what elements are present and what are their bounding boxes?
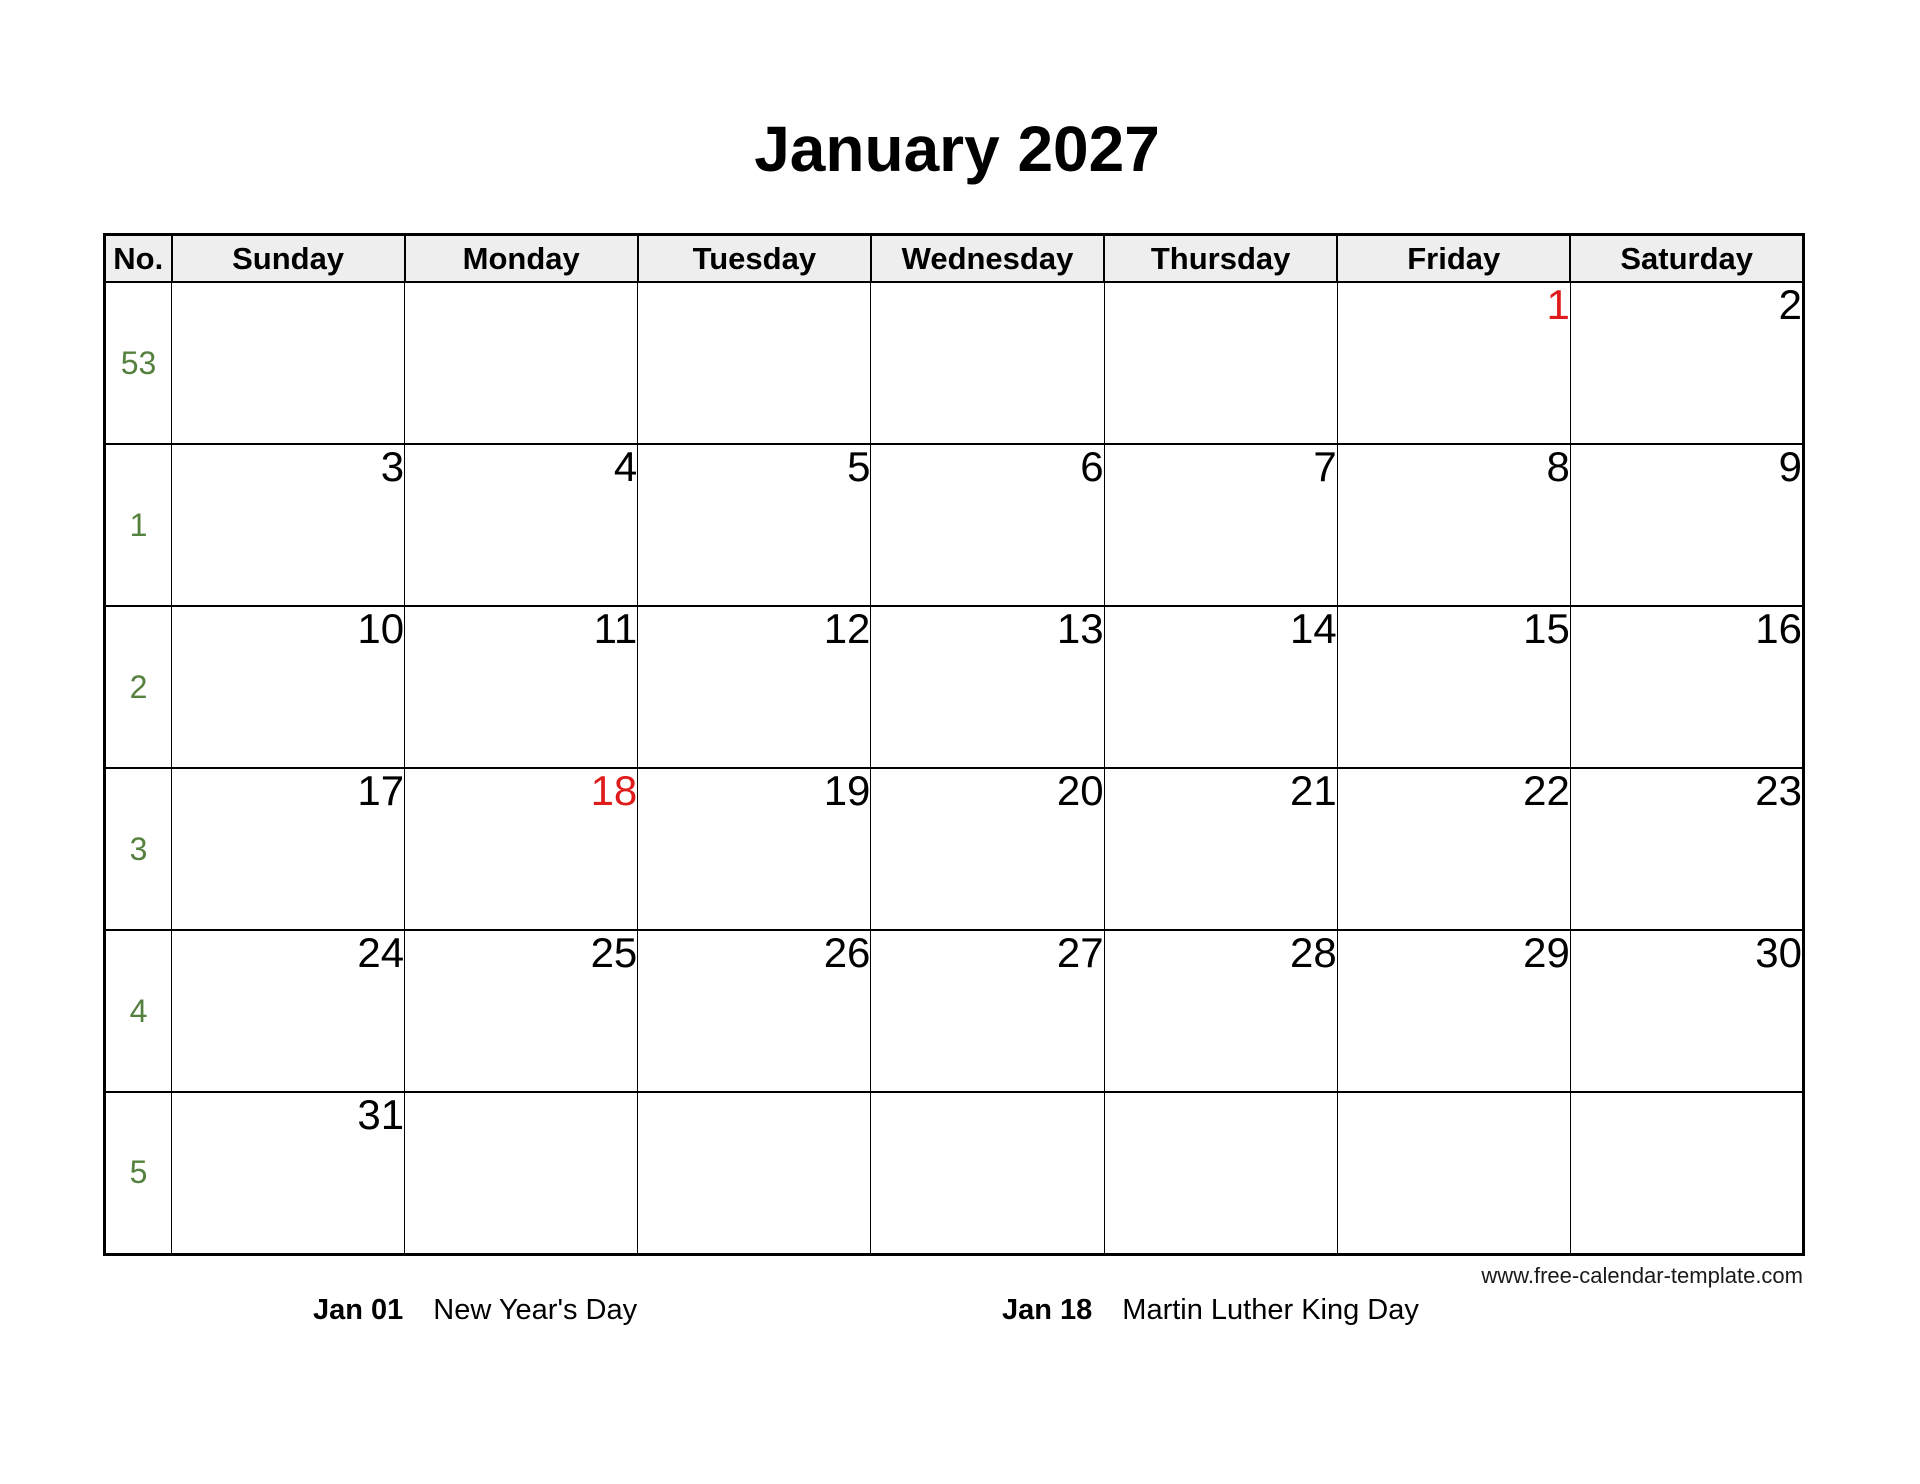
holiday-name: Martin Luther King Day: [1122, 1294, 1419, 1326]
day-cell: [1570, 1092, 1803, 1254]
day-cell: 26: [638, 930, 871, 1092]
day-cell: 3: [172, 444, 405, 606]
week-row: [105, 444, 1804, 606]
day-cell: [1337, 1092, 1570, 1254]
day-cell: 21: [1104, 768, 1337, 930]
day-header-thursday: Thursday: [1104, 235, 1337, 283]
day-header-monday: Monday: [405, 235, 638, 283]
week-number-cell: 3: [105, 768, 172, 930]
day-cell-holiday: 18: [405, 768, 638, 930]
website-url: www.free-calendar-template.com: [1481, 1263, 1803, 1288]
day-cell-holiday: 1: [1337, 282, 1570, 444]
calendar-header-row: [105, 235, 1804, 283]
day-cell: [638, 282, 871, 444]
footer-holiday-entry: [1002, 1294, 1419, 1327]
day-header-wednesday: Wednesday: [871, 235, 1104, 283]
week-row: [105, 930, 1804, 1092]
week-number-cell: 2: [105, 606, 172, 768]
day-cell: 27: [871, 930, 1104, 1092]
day-cell: 31: [172, 1092, 405, 1254]
week-row: [105, 768, 1804, 930]
holiday-name: New Year's Day: [433, 1294, 638, 1326]
day-cell: 22: [1337, 768, 1570, 930]
day-cell: 14: [1104, 606, 1337, 768]
calendar-table: [103, 233, 1805, 1256]
day-cell: 28: [1104, 930, 1337, 1092]
day-cell: [871, 1092, 1104, 1254]
day-cell: 17: [172, 768, 405, 930]
day-cell: 11: [405, 606, 638, 768]
day-cell: 13: [871, 606, 1104, 768]
day-cell: 29: [1337, 930, 1570, 1092]
day-header-friday: Friday: [1337, 235, 1570, 283]
day-header-tuesday: Tuesday: [638, 235, 871, 283]
day-cell: 12: [638, 606, 871, 768]
day-cell: 25: [405, 930, 638, 1092]
day-cell: [1104, 282, 1337, 444]
day-header-sunday: Sunday: [172, 235, 405, 283]
day-cell: 4: [405, 444, 638, 606]
day-cell: 2: [1570, 282, 1803, 444]
week-row: [105, 1092, 1804, 1254]
day-cell: 16: [1570, 606, 1803, 768]
day-cell: 24: [172, 930, 405, 1092]
week-number-cell: 4: [105, 930, 172, 1092]
week-row: [105, 606, 1804, 768]
day-cell: 19: [638, 768, 871, 930]
day-cell: 5: [638, 444, 871, 606]
day-cell: [405, 282, 638, 444]
day-cell: [405, 1092, 638, 1254]
week-number-cell: 5: [105, 1092, 172, 1254]
day-cell: 15: [1337, 606, 1570, 768]
day-cell: 9: [1570, 444, 1803, 606]
day-cell: [871, 282, 1104, 444]
week-number-cell: 53: [105, 282, 172, 444]
day-cell: 8: [1337, 444, 1570, 606]
week-number-header: No.: [105, 235, 172, 283]
day-cell: [638, 1092, 871, 1254]
day-cell: 30: [1570, 930, 1803, 1092]
week-row: [105, 282, 1804, 444]
day-cell: [1104, 1092, 1337, 1254]
day-header-saturday: Saturday: [1570, 235, 1803, 283]
holiday-date: Jan 01: [313, 1294, 404, 1326]
day-cell: 7: [1104, 444, 1337, 606]
day-cell: 23: [1570, 768, 1803, 930]
footer-holiday-entry: [313, 1294, 637, 1327]
day-cell: 6: [871, 444, 1104, 606]
holiday-date: Jan 18: [1002, 1294, 1093, 1326]
day-cell: 20: [871, 768, 1104, 930]
day-cell: [172, 282, 405, 444]
week-number-cell: 1: [105, 444, 172, 606]
day-cell: 10: [172, 606, 405, 768]
page-title: January 2027: [754, 113, 1160, 185]
